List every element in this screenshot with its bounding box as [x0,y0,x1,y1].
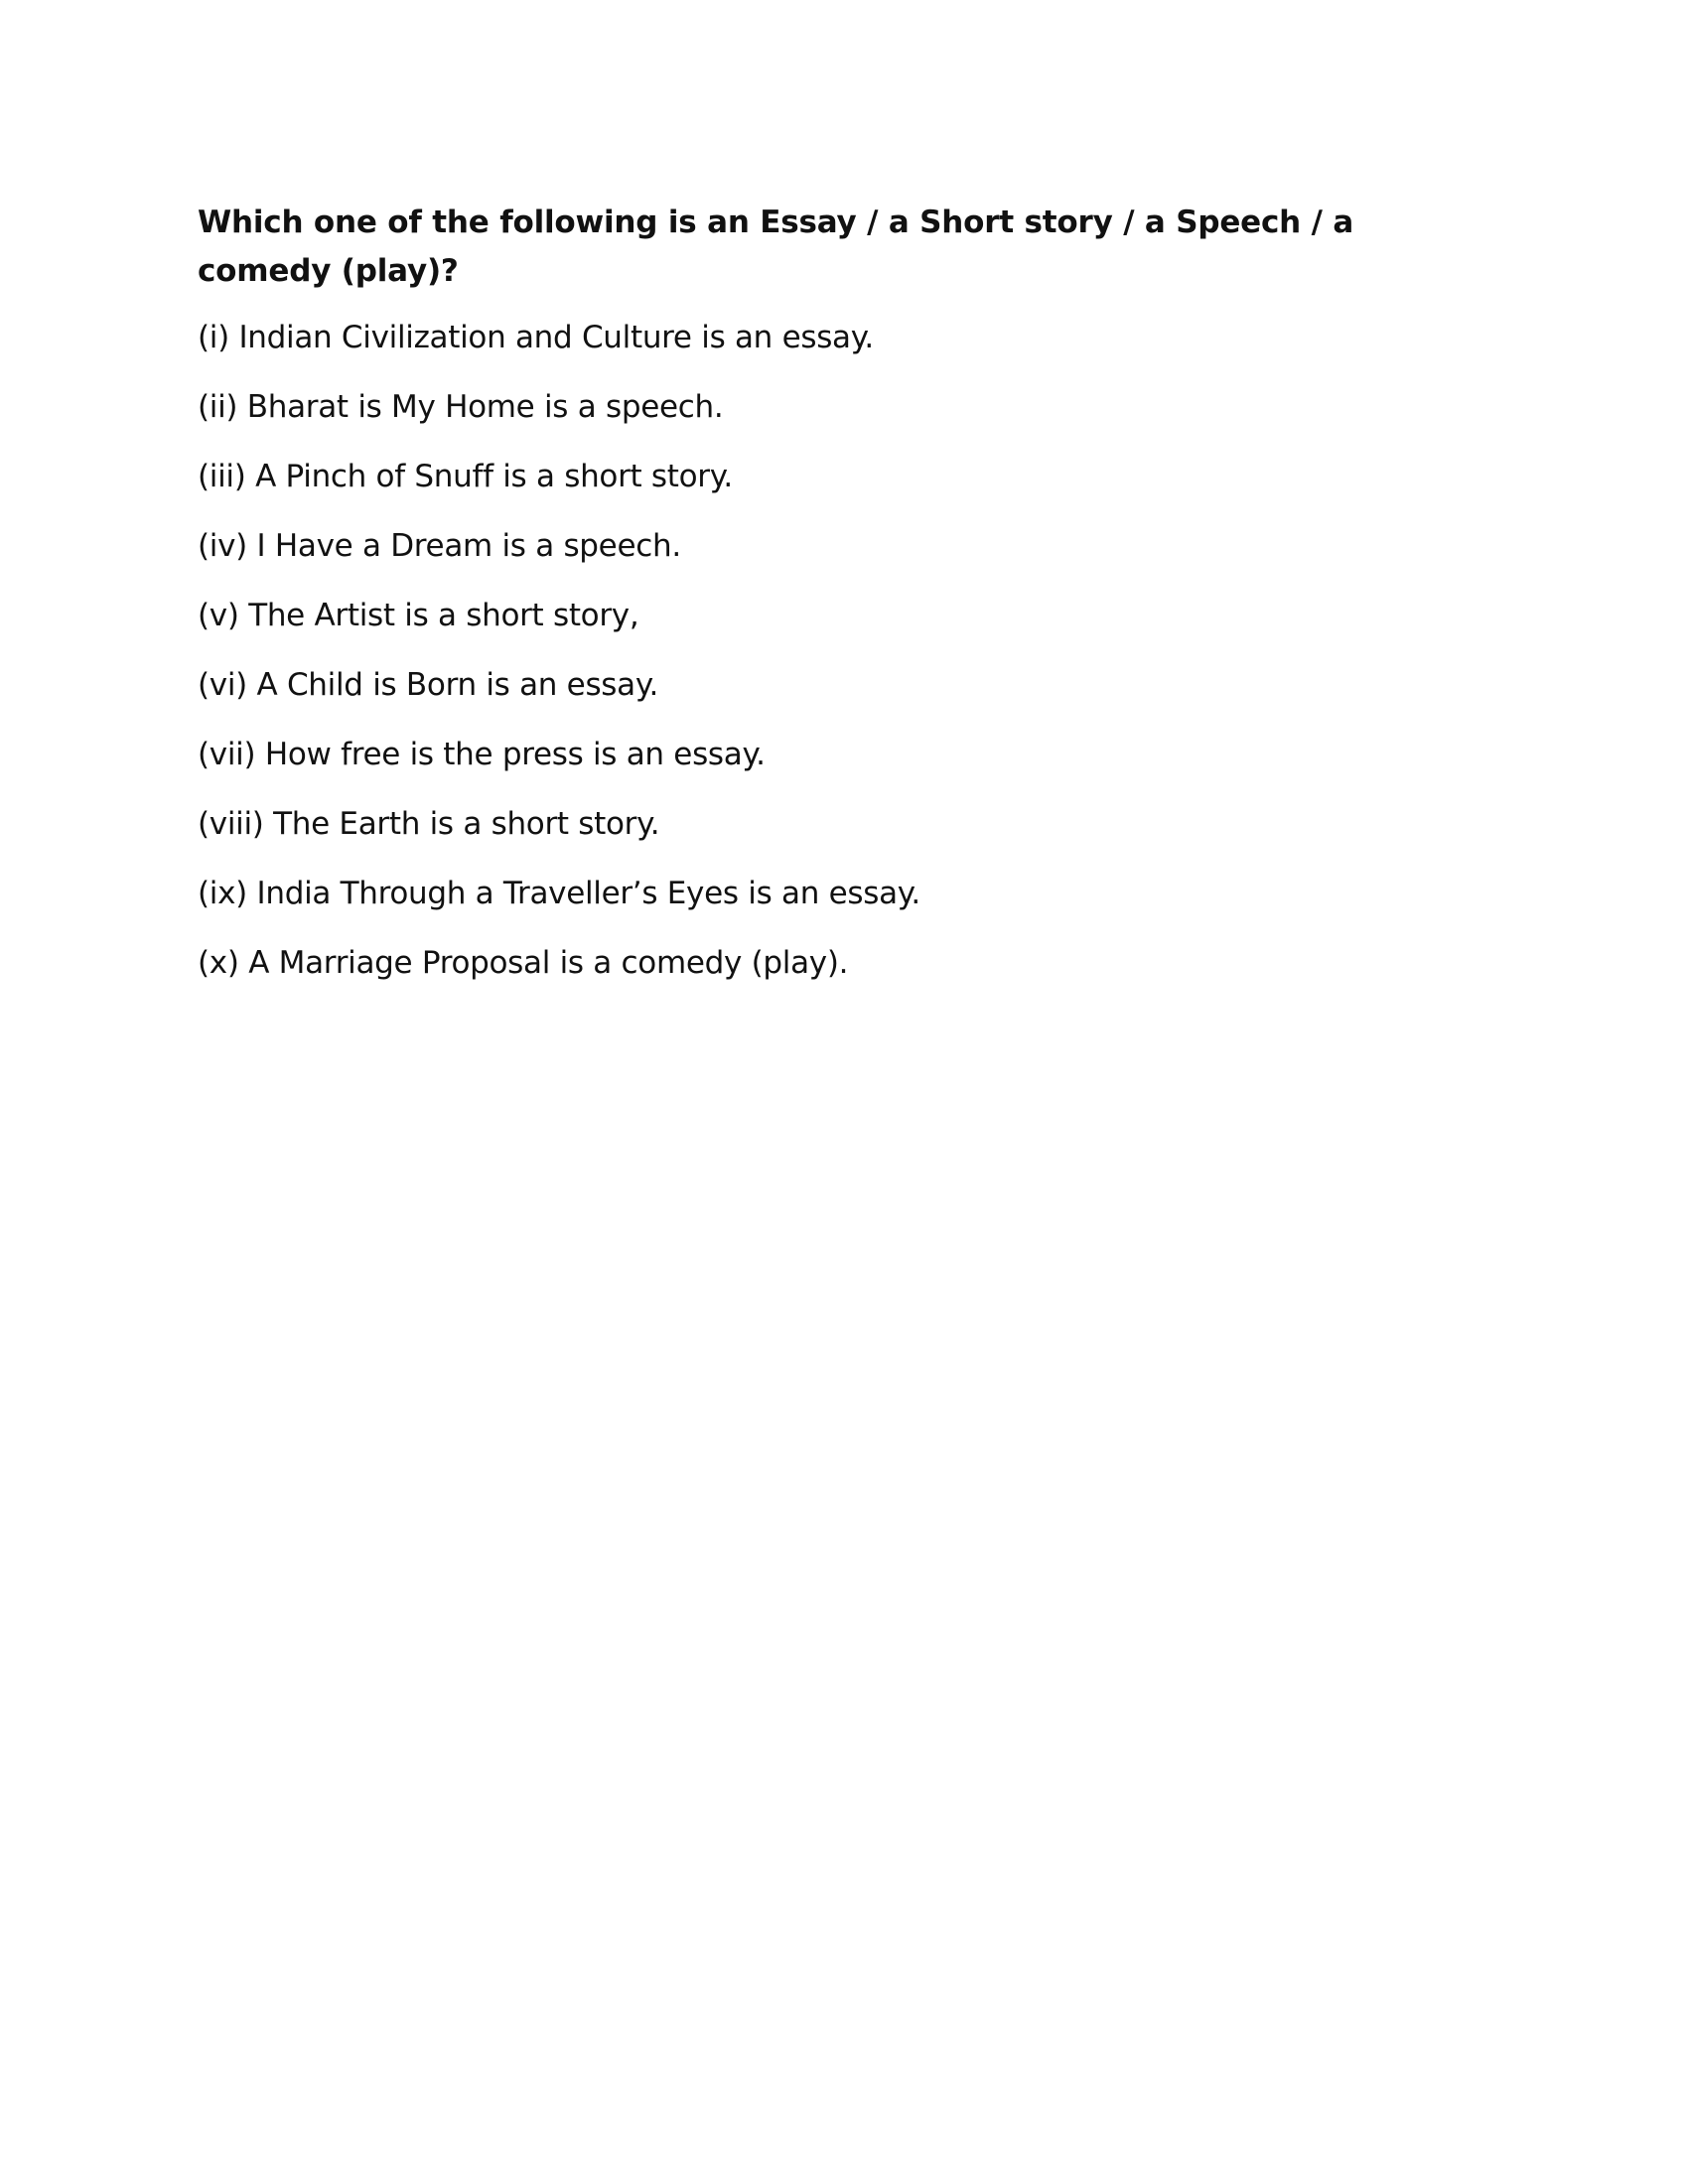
answer-item: (ix) India Through a Traveller’s Eyes is an essay. [198,876,920,911]
answer-item: (i) Indian Civilization and Culture is an essay. [198,320,874,355]
answer-item: (viii) The Earth is a short story. [198,806,660,842]
answer-item: (iii) A Pinch of Snuff is a short story. [198,459,733,494]
question-heading: Which one of the following is an Essay / a Short story / a Speech / a comedy (play)? [198,205,1354,289]
document-content [198,199,1449,1013]
answer-item: (vii) How free is the press is an essay. [198,737,766,772]
answer-item: (v) The Artist is a short story, [198,598,639,633]
answer-item: (x) A Marriage Proposal is a comedy (play). [198,945,849,981]
answer-list [198,318,1449,983]
answer-item: (vi) A Child is Born is an essay. [198,667,659,703]
answer-item: (iv) I Have a Dream is a speech. [198,528,681,564]
answer-item: (ii) Bharat is My Home is a speech. [198,389,724,425]
